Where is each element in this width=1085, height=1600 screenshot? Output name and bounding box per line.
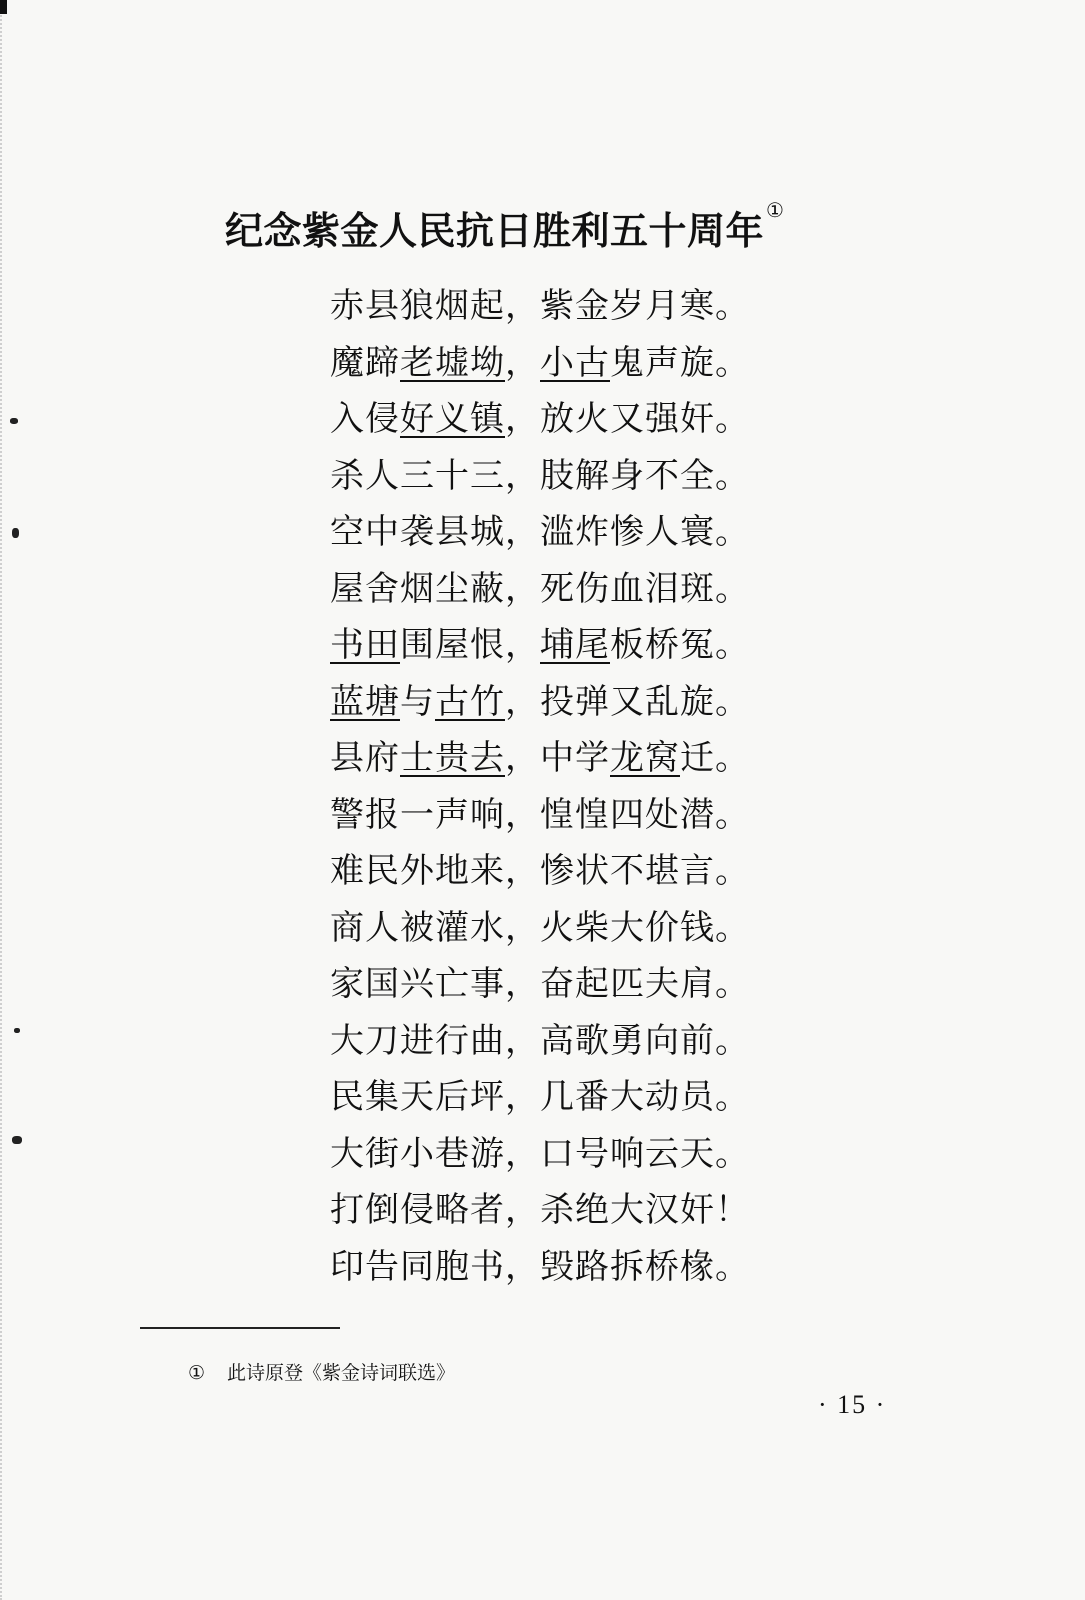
poem-text: 空中袭县城，滥炸惨人寰。	[330, 512, 750, 552]
poem-line	[330, 680, 770, 737]
poem-text: 县府	[330, 738, 400, 778]
poem-line	[330, 1075, 770, 1132]
underlined-place-name: 小古	[540, 342, 610, 383]
underlined-place-name: 书田	[330, 625, 400, 665]
poem-line	[330, 1132, 770, 1189]
poem-text: 警报一声响，惶惶四处潜。	[330, 794, 750, 835]
poem-line	[330, 454, 770, 511]
underlined-place-name: 龙窝	[610, 738, 680, 778]
poem-text: 杀人三十三，肢解身不全。	[330, 455, 750, 496]
scan-speck	[12, 1136, 22, 1144]
underlined-place-name: 老墟坳	[400, 342, 505, 383]
poem-line	[330, 1245, 770, 1302]
poem-text: 板桥冤。	[610, 625, 750, 665]
poem-line	[330, 906, 770, 963]
poem-line	[330, 284, 770, 341]
scan-speck	[14, 1028, 20, 1033]
footnote-text: 此诗原登《紫金诗词联选》	[227, 1362, 456, 1384]
poem-body	[330, 284, 770, 1301]
footnote-divider	[140, 1327, 340, 1329]
title-footnote-ref: ①	[766, 198, 785, 222]
footnote-marker: ①	[188, 1362, 206, 1384]
poem-line	[330, 623, 770, 680]
poem-line	[330, 849, 770, 906]
poem-line	[330, 510, 770, 567]
poem-text: 赤县狼烟起，紫金岁月寒。	[330, 286, 750, 326]
poem-text: 迁。	[680, 738, 750, 778]
poem-text: 大刀进行曲，高歌勇向前。	[330, 1020, 750, 1061]
footnote	[188, 1358, 455, 1385]
poem-text: 屋舍烟尘蔽，死伤血泪斑。	[330, 568, 750, 609]
scan-speck	[12, 528, 19, 538]
poem-text: 围屋恨，	[400, 625, 540, 665]
scan-speck	[10, 418, 18, 424]
poem-title-text: 纪念紫金人民抗日胜利五十周年	[225, 209, 765, 253]
poem-text: ，投弹又乱旋。	[505, 681, 750, 722]
poem-line	[330, 1188, 770, 1245]
poem-text: 魔蹄	[330, 342, 400, 383]
poem-text: 大街小巷游，口号响云天。	[330, 1133, 750, 1174]
underlined-place-name: 蓝塘	[330, 681, 400, 722]
poem-text: ，	[505, 342, 540, 383]
underlined-place-name: 埔尾	[540, 625, 610, 665]
poem-text: 难民外地来，惨状不堪言。	[330, 851, 750, 891]
poem-text: 印告同胞书，毁路拆桥椽。	[330, 1246, 750, 1287]
poem-text: 打倒侵略者，杀绝大汉奸！	[330, 1190, 750, 1230]
poem-text: ，中学	[505, 738, 610, 778]
poem-text: 民集天后坪，几番大动员。	[330, 1077, 750, 1117]
poem-text: 鬼声旋。	[610, 342, 750, 383]
poem-text: ，放火又强奸。	[505, 399, 750, 439]
poem-text: 商人被灌水，火柴大价钱。	[330, 907, 750, 948]
scan-corner-mark	[0, 0, 7, 14]
poem-text: 家国兴亡事，奋起匹夫肩。	[330, 964, 750, 1004]
poem-line	[330, 341, 770, 398]
poem-line	[330, 397, 770, 454]
poem-line	[330, 1019, 770, 1076]
underlined-place-name: 士贵去	[400, 738, 505, 778]
underlined-place-name: 好义镇	[400, 399, 505, 439]
poem-title	[225, 200, 865, 255]
poem-text: 与	[400, 681, 435, 722]
underlined-place-name: 古竹	[435, 681, 505, 722]
poem-line	[330, 567, 770, 624]
scan-edge	[0, 0, 10, 1600]
poem-line	[330, 962, 770, 1019]
poem-text: 入侵	[330, 399, 400, 439]
poem-line	[330, 793, 770, 850]
poem-line	[330, 736, 770, 793]
page-number: · 15 ·	[818, 1390, 887, 1419]
